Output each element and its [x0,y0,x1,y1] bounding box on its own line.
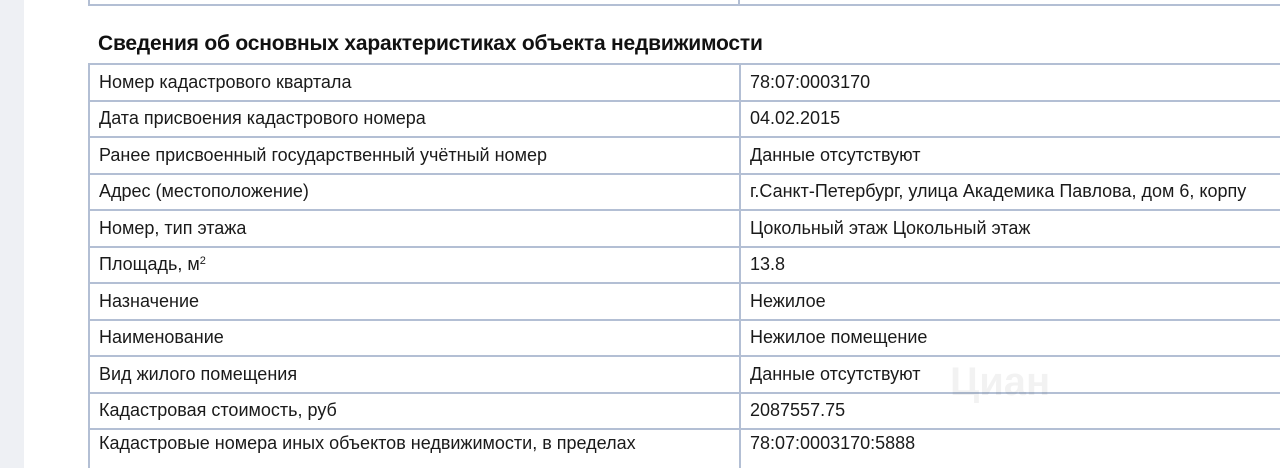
table-row [89,429,1280,468]
row-label: Дата присвоения кадастрового номера [89,101,740,138]
row-label: Назначение [89,283,740,320]
row-value: Нежилое [740,283,1280,320]
row-label: Кадастровые номера иных объектов недвижимости, в пределах [89,429,740,468]
row-label: Номер, тип этажа [89,210,740,247]
table-row [89,101,1280,138]
row-value: Цокольный этаж Цокольный этаж [740,210,1280,247]
row-value: 13.8 [740,247,1280,284]
row-value: 2087557.75 [740,393,1280,430]
table-row [89,64,1280,101]
row-value: 78:07:0003170 [740,64,1280,101]
row-label: Кадастровая стоимость, руб [89,393,740,430]
watermark-logo: Циан [950,360,1051,404]
row-label: Ранее присвоенный государственный учётный номер [89,137,740,174]
row-label-area [89,247,740,284]
row-value: Данные отсутствуют [740,137,1280,174]
table-row [89,137,1280,174]
row-label: Номер кадастрового квартала [89,64,740,101]
area-label-text: Площадь, м [99,254,200,275]
row-label: Адрес (местоположение) [89,174,740,211]
table-row [89,247,1280,284]
table-row [89,320,1280,357]
row-value: 04.02.2015 [740,101,1280,138]
area-unit-superscript: 2 [199,255,206,268]
table-row [89,283,1280,320]
section-title: Сведения об основных характеристиках объекта недвижимости [98,32,763,55]
left-margin-strip [0,0,24,468]
previous-table-divider [738,0,740,4]
characteristics-table [88,63,1280,468]
table-row [89,174,1280,211]
previous-table-bottom [88,0,1280,6]
table-row [89,356,1280,393]
row-label: Вид жилого помещения [89,356,740,393]
row-label: Наименование [89,320,740,357]
row-value: г.Санкт-Петербург, улица Академика Павлова, дом 6, корпу [740,174,1280,211]
row-value: Нежилое помещение [740,320,1280,357]
row-value: 78:07:0003170:5888 [740,429,1280,468]
row-value: Данные отсутствуют [740,356,1280,393]
table-row [89,210,1280,247]
table-row [89,393,1280,430]
